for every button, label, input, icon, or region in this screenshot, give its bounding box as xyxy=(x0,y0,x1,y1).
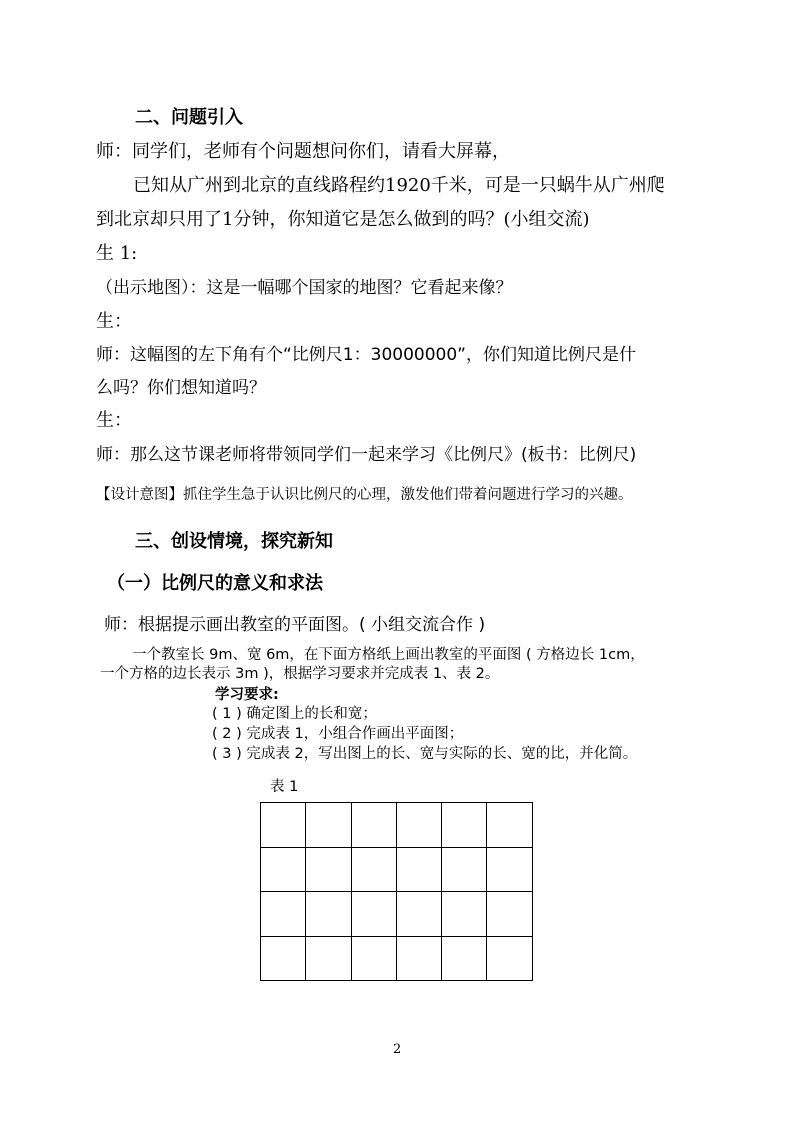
subsection-heading-scale: （一）比例尺的意义和求法 xyxy=(107,573,323,594)
design-intent-note: 【设计意图】抓住学生急于认识比例尺的心理，激发他们带着问题进行学习的兴趣。 xyxy=(96,487,633,503)
grid-cell xyxy=(442,847,487,892)
grid-paper-table xyxy=(260,802,533,981)
section-heading-intro: 二、问题引入 xyxy=(135,107,243,128)
grid-cell xyxy=(351,847,396,892)
grid-cell xyxy=(261,892,306,937)
grid-cell xyxy=(351,892,396,937)
requirement-item: ( 1 ) 确定图上的长和宽； xyxy=(212,706,377,722)
grid-cell xyxy=(487,803,532,848)
grid-cell xyxy=(487,847,532,892)
grid-cell xyxy=(442,892,487,937)
requirements-title: 学习要求: xyxy=(215,687,279,703)
grid-cell xyxy=(487,936,532,981)
grid-cell xyxy=(306,803,351,848)
grid-cell xyxy=(306,847,351,892)
table-caption: 表 1 xyxy=(270,779,299,795)
grid-row xyxy=(261,803,533,848)
grid-cell xyxy=(396,803,441,848)
grid-row xyxy=(261,847,533,892)
paragraph-line: 已知从广州到北京的直线路程约1920千米，可是一只蜗牛从广州爬 xyxy=(133,175,665,196)
requirement-item: ( 3 ) 完成表 2，写出图上的长、宽与实际的长、宽的比，并化简。 xyxy=(212,746,638,762)
paragraph-line: （出示地图）：这是一幅哪个国家的地图？它看起来像？ xyxy=(96,278,513,298)
grid-cell xyxy=(261,803,306,848)
paragraph-line: 生 1: xyxy=(96,243,138,264)
grid-cell xyxy=(261,847,306,892)
grid-cell xyxy=(306,892,351,937)
grid-cell xyxy=(487,892,532,937)
grid-cell xyxy=(396,847,441,892)
grid-cell xyxy=(261,936,306,981)
grid-cell xyxy=(396,892,441,937)
task-line: 一个教室长 9m、宽 6m，在下面方格纸上画出教室的平面图 ( 方格边长 1cm， xyxy=(132,647,645,663)
task-line: 一个方格的边长表示 3m )，根据学习要求并完成表 1、表 2。 xyxy=(100,666,500,682)
paragraph-line: 生： xyxy=(96,410,132,431)
paragraph-line: 到北京却只用了1分钟，你知道它是怎么做到的吗？(小组交流) xyxy=(96,209,590,230)
section-heading-explore: 三、创设情境，探究新知 xyxy=(135,531,333,552)
paragraph-line: 么吗？你们想知道吗？ xyxy=(96,378,266,398)
paragraph-line: 师：同学们，老师有个问题想问你们，请看大屏幕， xyxy=(96,141,510,162)
grid-cell xyxy=(442,803,487,848)
grid-cell xyxy=(396,936,441,981)
grid-cell xyxy=(351,936,396,981)
grid-row xyxy=(261,936,533,981)
requirement-item: ( 2 ) 完成表 1，小组合作画出平面图； xyxy=(212,726,464,742)
grid-cell xyxy=(306,936,351,981)
teacher-instruction: 师：根据提示画出教室的平面图。( 小组交流合作 ) xyxy=(104,615,486,635)
grid-cell xyxy=(442,936,487,981)
paragraph-line: 师：这幅图的左下角有个“比例尺1：30000000”，你们知道比例尺是什 xyxy=(96,345,636,365)
grid-row xyxy=(261,892,533,937)
grid-cell xyxy=(351,803,396,848)
paragraph-line: 师：那么这节课老师将带领同学们一起来学习《比例尺》(板书：比例尺) xyxy=(96,445,637,465)
page-number: 2 xyxy=(393,1042,402,1057)
paragraph-line: 生： xyxy=(96,311,132,332)
